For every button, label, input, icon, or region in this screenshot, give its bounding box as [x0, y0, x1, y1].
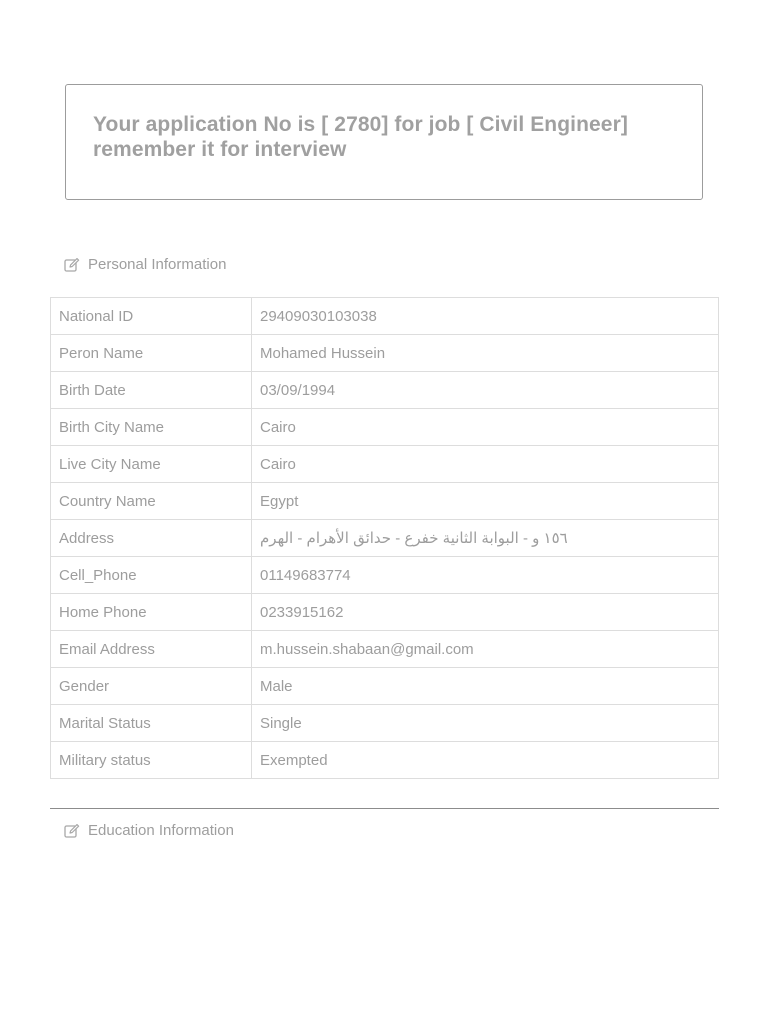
- field-value: m.hussein.shabaan@gmail.com: [252, 631, 719, 668]
- field-value: Cairo: [252, 446, 719, 483]
- field-label: Birth Date: [51, 372, 252, 409]
- field-value: Single: [252, 705, 719, 742]
- field-label: Home Phone: [51, 594, 252, 631]
- table-row: [51, 483, 719, 520]
- field-label: Country Name: [51, 483, 252, 520]
- notice-line-2: remember it for interview: [93, 138, 347, 161]
- field-label: Email Address: [51, 631, 252, 668]
- field-value: ١٥٦ و - البوابة الثانية خفرع - حدائق الأهرام - الهرم: [252, 520, 719, 557]
- field-value: Egypt: [252, 483, 719, 520]
- application-notice: [65, 84, 703, 200]
- field-value: 01149683774: [252, 557, 719, 594]
- table-row: [51, 742, 719, 779]
- table-row: [51, 372, 719, 409]
- notice-line-1: Your application No is [ 2780] for job [ Civil Engineer]: [93, 113, 628, 136]
- table-row: [51, 335, 719, 372]
- field-value: Male: [252, 668, 719, 705]
- table-row: [51, 557, 719, 594]
- field-value: 0233915162: [252, 594, 719, 631]
- table-row: [51, 594, 719, 631]
- field-value: Mohamed Hussein: [252, 335, 719, 372]
- field-label: Birth City Name: [51, 409, 252, 446]
- field-label: National ID: [51, 298, 252, 335]
- table-row: [51, 446, 719, 483]
- application-notice-text: [93, 112, 676, 162]
- field-label: Gender: [51, 668, 252, 705]
- education-information-heading: [64, 822, 234, 839]
- personal-information-table: [50, 297, 719, 779]
- table-row: [51, 631, 719, 668]
- table-row: [51, 705, 719, 742]
- personal-information-title: Personal Information: [88, 256, 227, 273]
- edit-icon: [64, 824, 80, 838]
- field-value: Exempted: [252, 742, 719, 779]
- field-label: Live City Name: [51, 446, 252, 483]
- field-label: Peron Name: [51, 335, 252, 372]
- edit-icon: [64, 258, 80, 272]
- table-row: [51, 409, 719, 446]
- table-row: [51, 520, 719, 557]
- field-value: Cairo: [252, 409, 719, 446]
- field-label: Military status: [51, 742, 252, 779]
- table-row: [51, 298, 719, 335]
- education-information-title: Education Information: [88, 822, 234, 839]
- field-label: Cell_Phone: [51, 557, 252, 594]
- field-value: 29409030103038: [252, 298, 719, 335]
- field-label: Marital Status: [51, 705, 252, 742]
- field-value: 03/09/1994: [252, 372, 719, 409]
- section-divider: [50, 808, 719, 809]
- personal-information-heading: [64, 256, 226, 273]
- table-row: [51, 668, 719, 705]
- field-label: Address: [51, 520, 252, 557]
